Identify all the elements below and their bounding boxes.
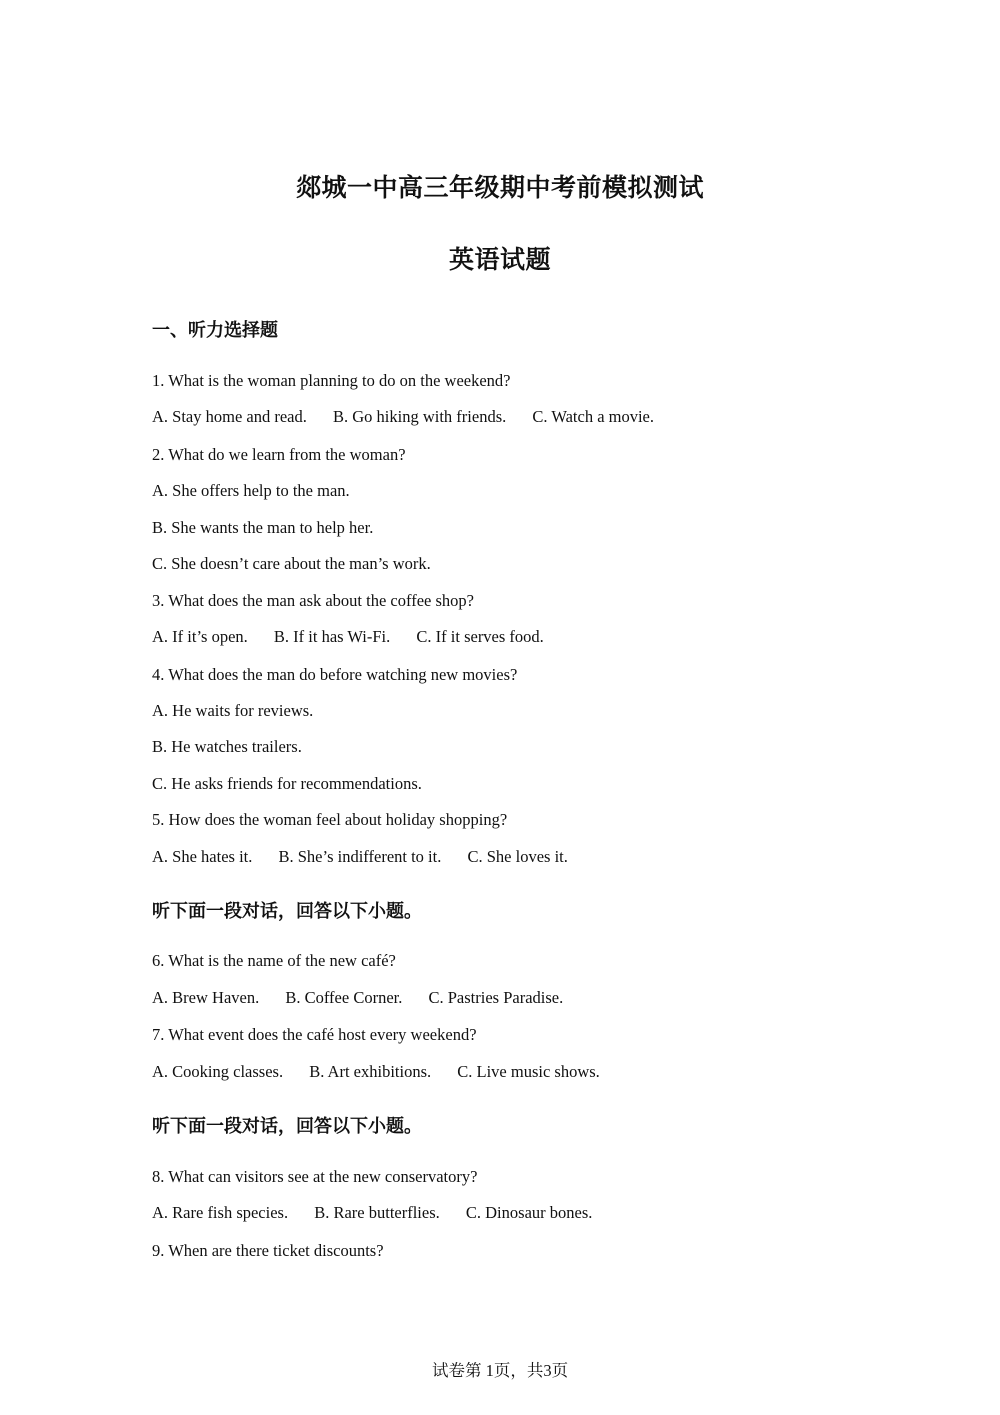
exam-subtitle: 英语试题 bbox=[448, 245, 551, 274]
question-8-option-b: B. Rare butterflies. bbox=[314, 1203, 440, 1222]
question-3-option-c: C. If it serves food. bbox=[416, 627, 544, 646]
question-6-option-c: C. Pastries Paradise. bbox=[428, 988, 564, 1007]
question-1-option-b: B. Go hiking with friends. bbox=[333, 407, 507, 426]
question-1-stem: 1. What is the woman planning to do on the weekend? bbox=[152, 371, 511, 390]
question-3-options bbox=[152, 627, 544, 647]
question-8-stem: 8. What can visitors see at the new conservatory? bbox=[152, 1167, 478, 1186]
question-6-stem: 6. What is the name of the new café? bbox=[152, 951, 396, 970]
question-3-option-b: B. If it has Wi-Fi. bbox=[273, 627, 391, 646]
question-3-stem: 3. What does the man ask about the coffee shop? bbox=[152, 591, 474, 610]
question-8-option-c: C. Dinosaur bones. bbox=[465, 1203, 593, 1222]
page-footer: 试卷第 1页，共3页 bbox=[431, 1361, 569, 1380]
exam-title: 郯城一中高三年级期中考前模拟测试 bbox=[295, 173, 704, 202]
question-8-options bbox=[152, 1203, 592, 1223]
question-6-option-b: B. Coffee Corner. bbox=[285, 988, 403, 1007]
question-4-option-b: B. He watches trailers. bbox=[152, 737, 302, 756]
question-5-option-c: C. She loves it. bbox=[467, 847, 568, 866]
question-5-options bbox=[152, 847, 568, 867]
question-4-option-a: A. He waits for reviews. bbox=[152, 701, 314, 720]
question-2-stem: 2. What do we learn from the woman? bbox=[152, 445, 406, 464]
question-1-option-c: C. Watch a movie. bbox=[532, 407, 655, 426]
question-7-option-a: A. Cooking classes. bbox=[152, 1062, 284, 1081]
question-2-option-c: C. She doesn’t care about the man’s work. bbox=[152, 554, 431, 573]
question-1-options bbox=[152, 407, 654, 427]
question-7-option-b: B. Art exhibitions. bbox=[309, 1062, 432, 1081]
question-6-option-a: A. Brew Haven. bbox=[152, 988, 260, 1007]
section-heading-dialogue-1: 听下面一段对话，回答以下小题。 bbox=[152, 901, 422, 922]
question-5-stem: 5. How does the woman feel about holiday shopping? bbox=[152, 810, 508, 829]
question-2-option-a: A. She offers help to the man. bbox=[152, 481, 350, 500]
section-heading-dialogue-2: 听下面一段对话，回答以下小题。 bbox=[152, 1116, 422, 1137]
question-9-stem: 9. When are there ticket discounts? bbox=[152, 1241, 384, 1260]
question-1-option-a: A. Stay home and read. bbox=[152, 407, 307, 426]
question-7-stem: 7. What event does the café host every weekend? bbox=[152, 1025, 477, 1044]
question-8-option-a: A. Rare fish species. bbox=[152, 1203, 289, 1222]
section-heading-listening: 一、听力选择题 bbox=[152, 320, 278, 341]
question-4-stem: 4. What does the man do before watching new movies? bbox=[152, 665, 518, 684]
question-5-option-a: A. She hates it. bbox=[152, 847, 253, 866]
question-5-option-b: B. She’s indifferent to it. bbox=[278, 847, 442, 866]
question-7-options bbox=[152, 1062, 600, 1082]
question-7-option-c: C. Live music shows. bbox=[457, 1062, 600, 1081]
question-2-option-b: B. She wants the man to help her. bbox=[152, 518, 374, 537]
question-4-option-c: C. He asks friends for recommendations. bbox=[152, 774, 422, 793]
question-6-options bbox=[152, 988, 563, 1008]
question-3-option-a: A. If it’s open. bbox=[152, 627, 248, 646]
